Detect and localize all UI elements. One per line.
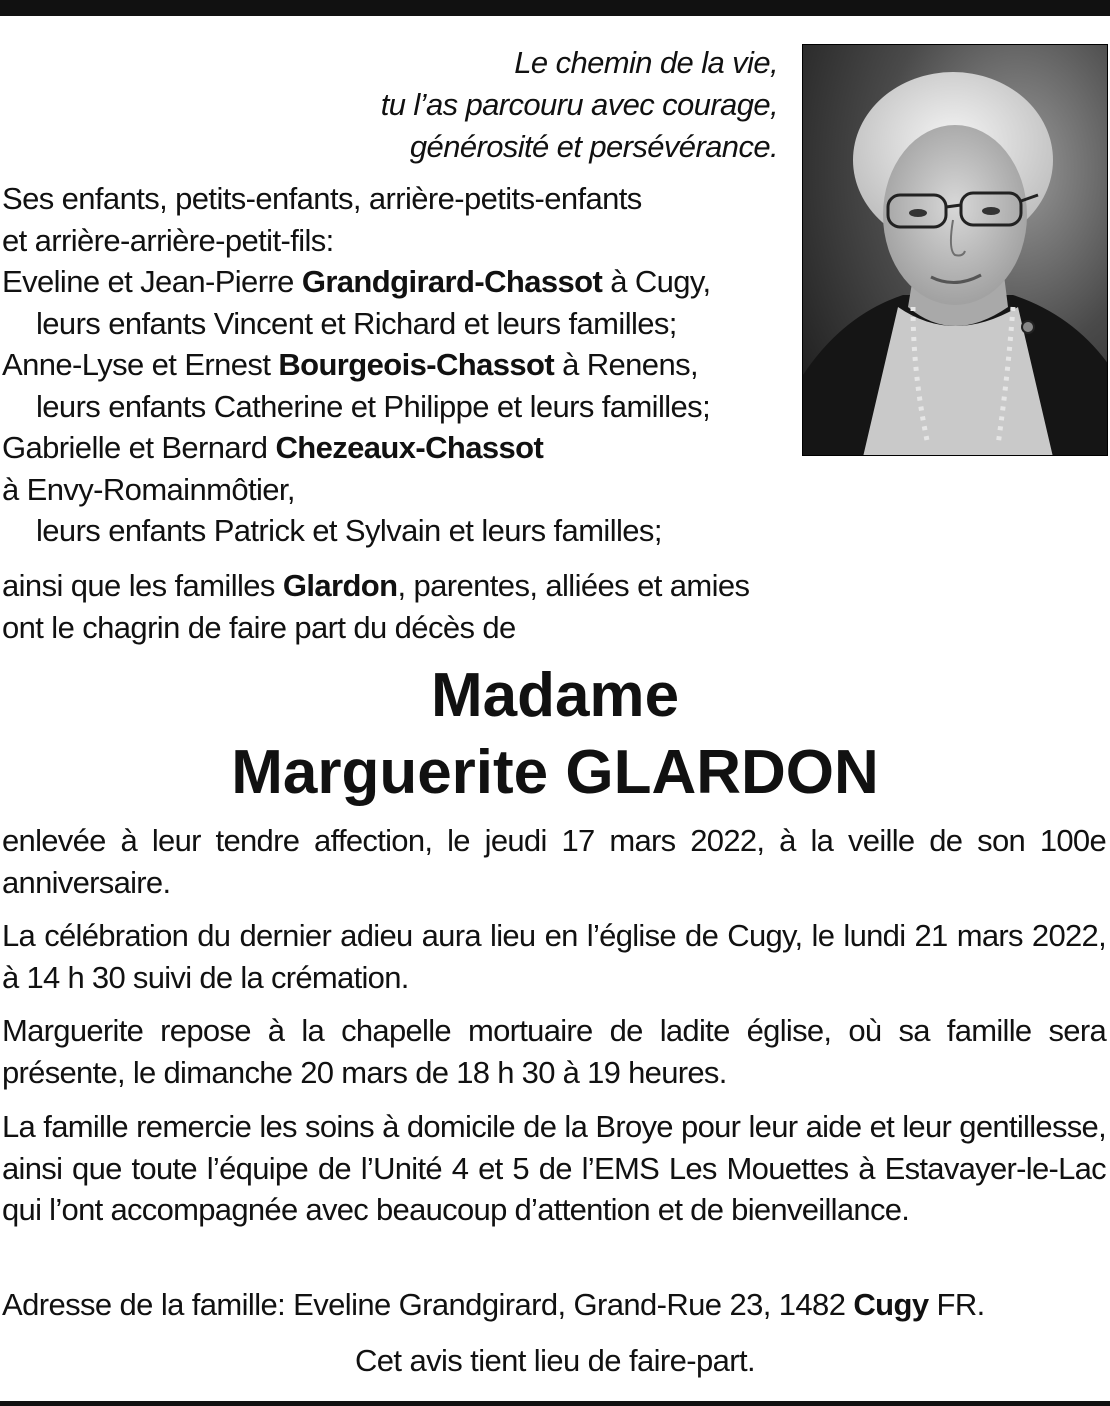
member-1-prefix: Eveline et Jean-Pierre (2, 264, 302, 299)
member-1-suffix: à Cugy, (602, 264, 711, 299)
address-prefix: Adresse de la famille: Eveline Grandgirard, Grand-Rue 23, 1482 (2, 1287, 854, 1322)
member-3-prefix: Gabrielle et Bernard (2, 430, 276, 465)
bottom-rule (0, 1401, 1110, 1406)
member-3-children: leurs enfants Patrick et Sylvain et leurs familles; (36, 513, 662, 548)
member-3-surname: Chezeaux-Chassot (275, 430, 544, 465)
member-2-prefix: Anne-Lyse et Ernest (2, 347, 279, 382)
epigraph-quote (300, 42, 778, 168)
top-rule (0, 0, 1110, 16)
family-member-2 (2, 344, 802, 386)
relatives-line-1 (2, 565, 1102, 607)
member-2-surname: Bourgeois-Chassot (278, 347, 555, 382)
quote-line-2: tu l’as parcouru avec courage, (380, 87, 778, 122)
portrait-photo (802, 44, 1108, 456)
quote-line-3: générosité et persévérance. (409, 129, 778, 164)
address-suffix: FR. (928, 1287, 985, 1322)
ceremony-paragraph: La célébration du dernier adieu aura lieu en l’église de Cugy, le lundi 21 mars 2022, à 14 h 30 suivi de la crémation. (2, 918, 1106, 995)
death-notice-paragraph: enlevée à leur tendre affection, le jeudi 17 mars 2022, à la veille de son 100e anniversaire. (2, 823, 1106, 900)
member-1-children: leurs enfants Vincent et Richard et leurs familles; (36, 305, 677, 341)
relatives-surname: Glardon (282, 568, 398, 603)
deceased-honorific: Madame (430, 661, 680, 730)
member-2-children: leurs enfants Catherine et Philippe et leurs familles; (36, 388, 711, 424)
relatives-line-2: ont le chagrin de faire part du décès de (2, 609, 516, 645)
deceased-name: Marguerite GLARDON (231, 738, 879, 807)
relatives-announcement (2, 565, 1102, 648)
member-3-suffix: à Envy-Romainmôtier, (2, 471, 295, 507)
family-list (2, 178, 802, 552)
family-intro-line-2: et arrière-arrière-petit-fils: (2, 222, 334, 258)
member-1-surname: Grandgirard-Chassot (301, 264, 603, 299)
relatives-prefix: ainsi que les familles (2, 568, 283, 603)
closing-note: Cet avis tient lieu de faire-part. (354, 1343, 756, 1378)
member-2-suffix: à Renens, (554, 347, 698, 382)
family-address (2, 1284, 985, 1326)
family-intro-line-1: Ses enfants, petits-enfants, arrière-petits-enfants (2, 181, 642, 216)
relatives-suffix: , parentes, alliées et amies (397, 568, 750, 603)
thanks-paragraph: La famille remercie les soins à domicile de la Broye pour leur aide et leur gentillesse, ainsi que toute l’équipe de l’Unité 4 et 5 de l’EMS Les Mouettes à Estavayer-le-Lac qui l’ont accompagnée avec beaucoup d’attention et de bienveillance. (2, 1109, 1106, 1227)
viewing-paragraph: Marguerite repose à la chapelle mortuaire de ladite église, où sa famille sera présente, le dimanche 20 mars de 18 h 30 à 19 heures. (2, 1013, 1106, 1090)
family-member-1 (2, 261, 802, 303)
address-town: Cugy (853, 1287, 929, 1322)
quote-line-1: Le chemin de la vie, (514, 45, 778, 80)
family-member-3 (2, 427, 802, 469)
